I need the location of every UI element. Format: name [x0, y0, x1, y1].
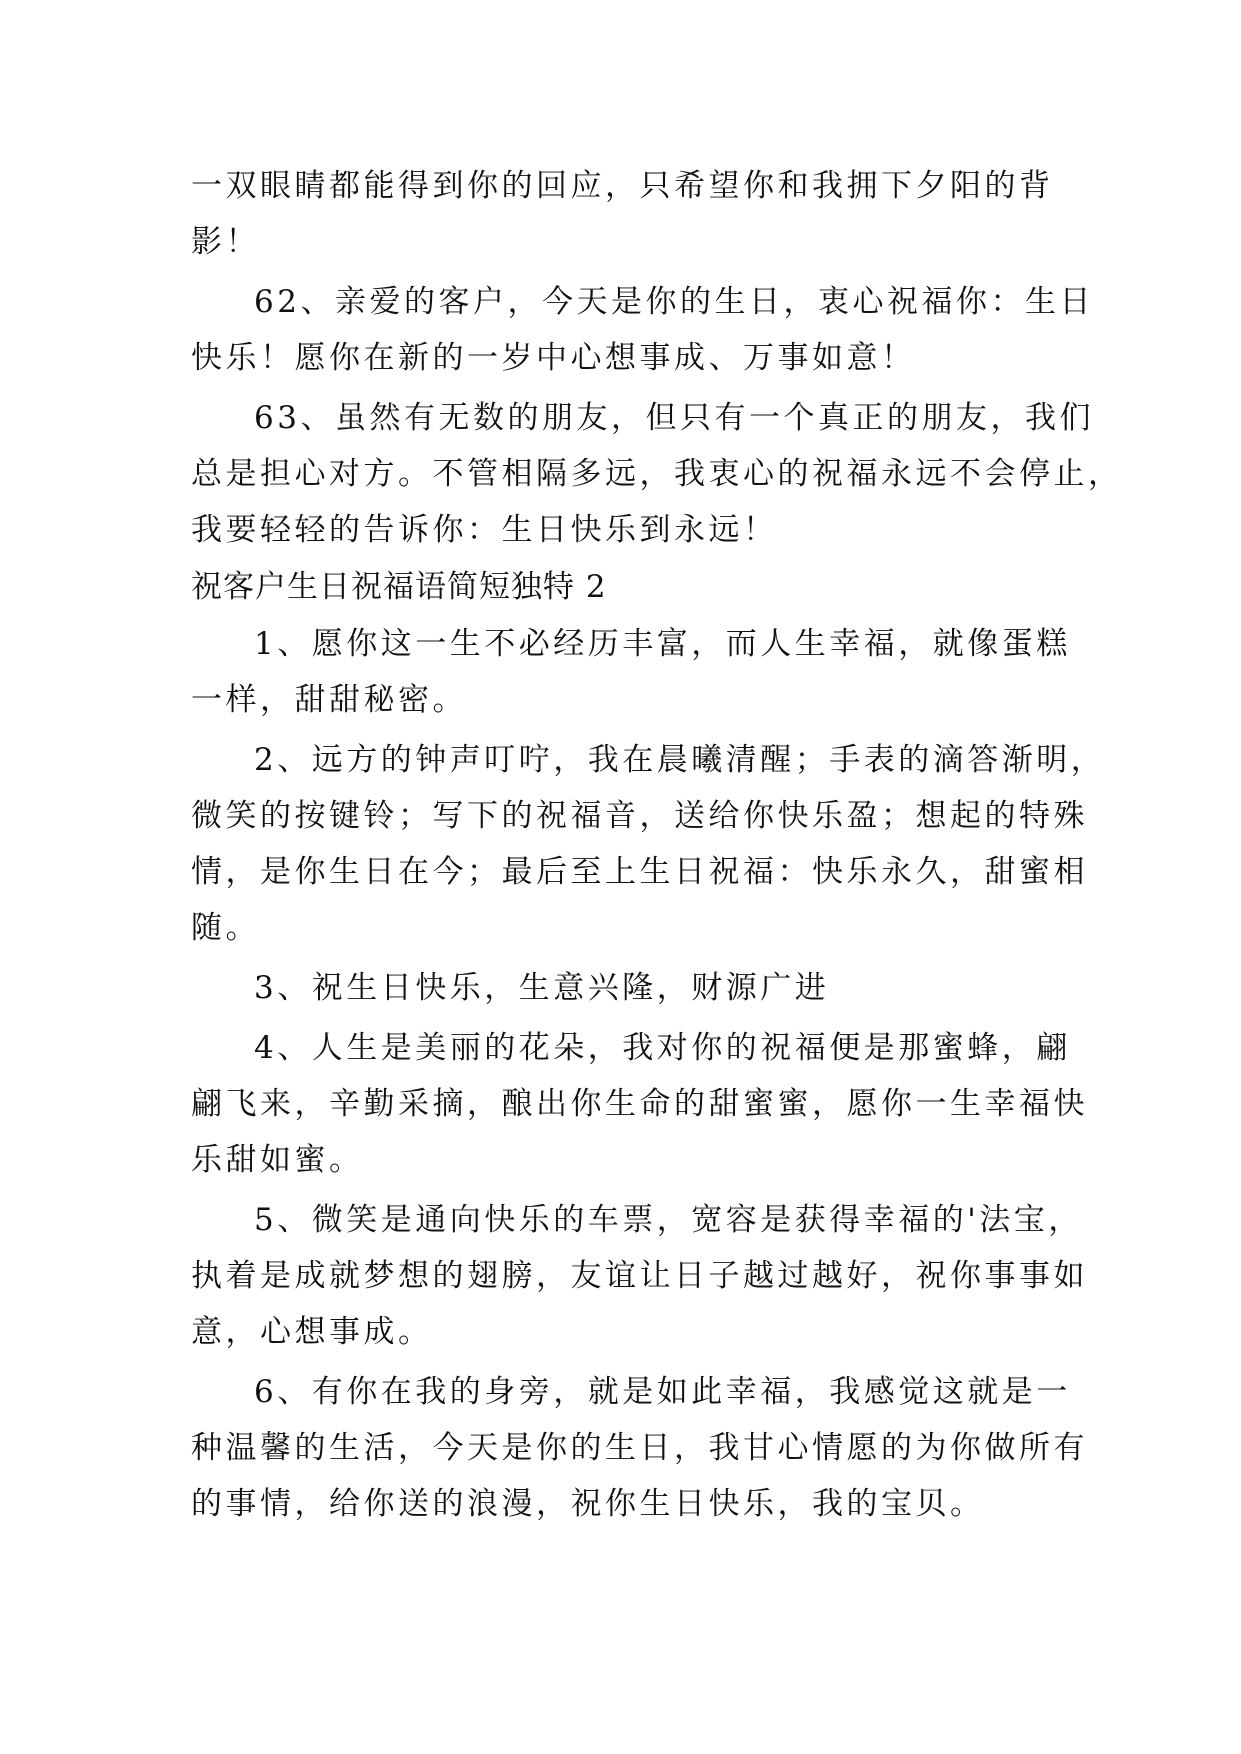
text-line: 2、远方的钟声叮咛，我在晨曦清醒；手表的滴答渐明， [254, 742, 1106, 778]
text-line: 总是担心对方。不管相隔多远，我衷心的祝福永远不会停止， [191, 456, 1123, 492]
text-line: 1、愿你这一生不必经历丰富，而人生幸福，就像蛋糕 [254, 626, 1071, 662]
text-line: 影！ [191, 224, 260, 260]
text-line: 快乐！愿你在新的一岁中心想事成、万事如意！ [191, 340, 916, 376]
text-line: 微笑的按键铃；写下的祝福音，送给你快乐盈；想起的特殊 [191, 798, 1088, 834]
text-line: 63、虽然有无数的朋友，但只有一个真正的朋友，我们 [254, 400, 1094, 436]
text-line: 执着是成就梦想的翅膀，友谊让日子越过越好，祝你事事如 [191, 1258, 1088, 1294]
text-line: 随。 [191, 910, 260, 946]
text-line: 5、微笑是通向快乐的车票，宽容是获得幸福的'法宝， [254, 1202, 1083, 1238]
text-line: 情，是你生日在今；最后至上生日祝福：快乐永久，甜蜜相 [191, 854, 1088, 890]
text-line: 种温馨的生活，今天是你的生日，我甘心情愿的为你做所有 [191, 1430, 1088, 1466]
text-line: 3、祝生日快乐，生意兴隆，财源广进 [254, 970, 830, 1006]
section-heading: 祝客户生日祝福语简短独特 2 [191, 569, 607, 605]
text-line: 一样，甜甜秘密。 [191, 682, 467, 718]
text-line: 乐甜如蜜。 [191, 1142, 364, 1178]
text-line: 62、亲爱的客户，今天是你的生日，衷心祝福你：生日 [254, 284, 1094, 320]
text-line: 意，心想事成。 [191, 1314, 433, 1350]
text-line: 翩飞来，辛勤采摘，酿出你生命的甜蜜蜜，愿你一生幸福快 [191, 1086, 1088, 1122]
text-line: 的事情，给你送的浪漫，祝你生日快乐，我的宝贝。 [191, 1486, 985, 1522]
text-line: 一双眼睛都能得到你的回应，只希望你和我拥下夕阳的背 [191, 168, 1054, 204]
text-line: 我要轻轻的告诉你：生日快乐到永远！ [191, 512, 778, 548]
text-line: 6、有你在我的身旁，就是如此幸福，我感觉这就是一 [254, 1374, 1071, 1410]
text-line: 4、人生是美丽的花朵，我对你的祝福便是那蜜蜂，翩 [254, 1030, 1071, 1066]
